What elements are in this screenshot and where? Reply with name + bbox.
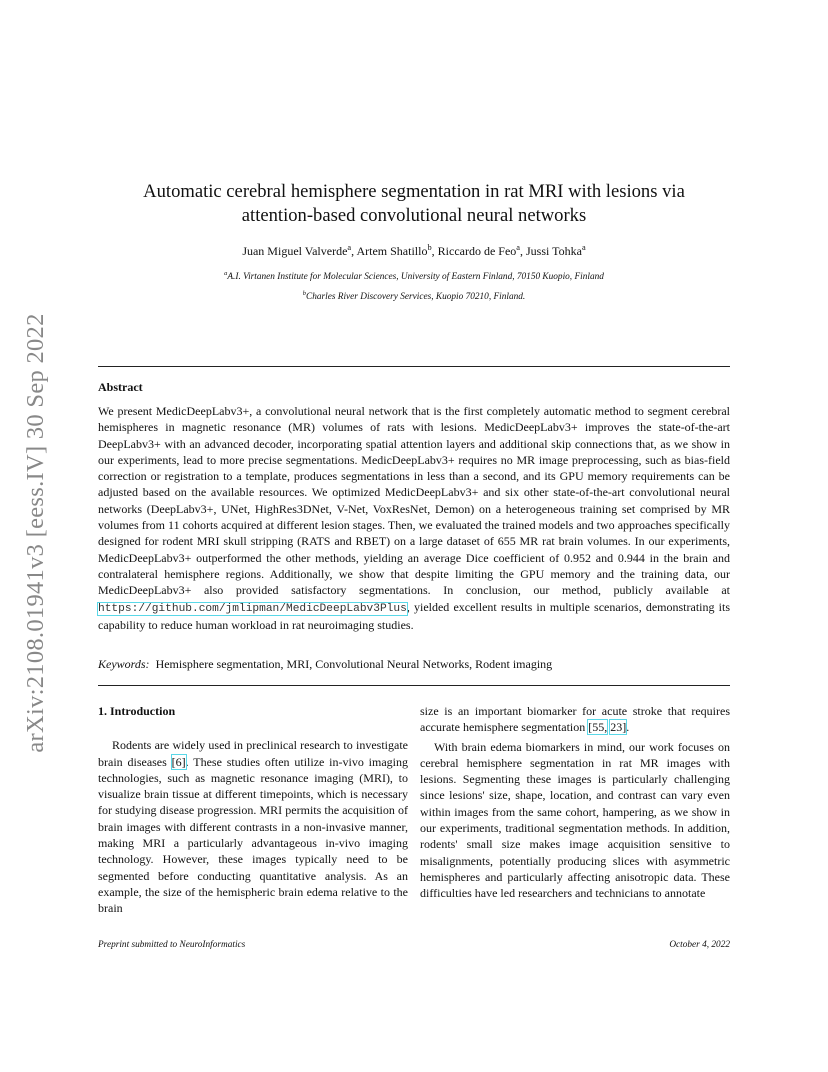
affiliation-text: A.I. Virtanen Institute for Molecular Sciences, University of Eastern Finland, 70150 Kuopio, Finland	[227, 272, 604, 282]
left-column	[98, 703, 408, 917]
author-list	[98, 244, 730, 259]
author-separator: ,	[431, 244, 438, 258]
intro-paragraph-1-continued	[420, 703, 730, 736]
author-name: Jussi Tohka	[526, 244, 582, 258]
author-affiliation-mark: a	[516, 243, 521, 252]
citation-link[interactable]: [55,	[588, 720, 608, 735]
affiliation-a	[98, 269, 730, 282]
abstract-body	[98, 403, 730, 633]
paragraph-text: size is an important biomarker for acute stroke that requires accurate hemisphere segmentation	[420, 704, 730, 735]
author-name: Juan Miguel Valverde	[242, 244, 348, 258]
arxiv-identifier	[18, 288, 54, 778]
intro-paragraph-2: With brain edema biomarkers in mind, our work focuses on cerebral hemisphere segmentation in rat MR images with lesions. Segmenting these images is particularly challenging since lesions' size, shape, location, and contrast can vary even within images from the same cohort, hampering, as we show in our experiments, traditional segmentation methods. In addition, rodents' small size makes image acquisition sensitive to misalignments, potentially producing slices with asymmetric hemispheres and particularly affecting anisotropic data. These difficulties have led researchers and technicians to annotate	[420, 739, 730, 901]
footer-date: October 4, 2022	[669, 940, 730, 950]
abstract-bottom-rule	[98, 685, 730, 686]
paragraph-text: . These studies often utilize in-vivo imaging technologies, such as magnetic resonance imaging (MRI), to visualize brain tissue at different timepoints, which is necessary for studying disease progression. MRI permits the acquisition of brain images with different contrasts in a non-invasive manner, making MRI a particularly advantageous in-vivo imaging technology. However, these images typically need to be segmented before conducting quantitative analysis. As an example, the size of the hemispheric brain edema relative to the brain	[98, 754, 409, 916]
author-name: Artem Shatillo	[356, 244, 428, 258]
github-link[interactable]: https://github.com/jmlipman/MedicDeepLabv3Plus	[98, 602, 407, 615]
author-affiliation-mark: b	[427, 243, 432, 252]
title-line-1: Automatic cerebral hemisphere segmentation in rat MRI with lesions via	[143, 181, 685, 202]
intro-paragraph-1	[98, 737, 408, 916]
abstract-text-before-link: We present MedicDeepLabv3+, a convolutional neural network that is the first completely automatic method to segment cerebral hemispheres in magnetic resonance (MR) volumes of rats with lesions. MedicDeepLabv3+ improves the state-of-the-art DeepLabv3+ with an advanced decoder, incorporating spatial attention layers and additional skip connections that, as we show in our experiments, lead to more precise segmentations. MedicDeepLabv3+ requires no MR image preprocessing, such as bias-field correction or registration to a template, produces segmentations in less than a second, and its GPU memory requirements can be adjusted based on the available resources. We optimized MedicDeepLabv3+ and six other state-of-the-art convolutional neural networks (DeepLabv3+, UNet, HighRes3DNet, V-Net, VoxResNet, Demon) on a heterogeneous training set comprised by MR volumes from 11 cohorts acquired at different lesion stages. Then, we evaluated the trained models and two approaches specifically designed for rodent MRI skull stripping (RATS and RBET) on a large dataset of 655 MR rat brain volumes. In our experiments, MedicDeepLabv3+ outperformed the other methods, yielding an average Dice coefficient of 0.952 and 0.944 in the brain and contralateral hemisphere regions. Additionally, we show that despite limiting the GPU memory and the training data, our MedicDeepLabv3+ also provided satisfactory segmentations. In conclusion, our method, publicly available at	[98, 404, 730, 598]
paragraph-text: Rodents are widely used in preclinical research to investigate brain diseases	[98, 738, 408, 769]
author-affiliation-mark: a	[347, 243, 352, 252]
citation-link[interactable]: 23]	[610, 720, 627, 735]
arxiv-identifier-text: arXiv:2108.01941v3 [eess.IV] 30 Sep 2022	[22, 313, 49, 753]
paragraph-text: .	[626, 720, 630, 735]
keywords	[98, 657, 552, 672]
citation-link[interactable]: [6]	[171, 754, 186, 769]
abstract-heading: Abstract	[98, 380, 143, 394]
title-line-2: attention-based convolutional neural networks	[241, 205, 587, 226]
author-separator: ,	[520, 244, 527, 258]
keywords-label: Keywords:	[98, 657, 150, 671]
footer-preprint-note: Preprint submitted to NeuroInformatics	[98, 940, 246, 950]
affiliation-mark: b	[302, 289, 307, 297]
abstract-top-rule	[98, 366, 730, 367]
right-column	[420, 703, 730, 902]
affiliation-text: Charles River Discovery Services, Kuopio 70210, Finland.	[306, 292, 526, 302]
affiliation-b	[98, 289, 730, 302]
author-separator: ,	[351, 244, 357, 258]
paper-title	[98, 180, 730, 228]
affiliation-mark: a	[224, 269, 228, 277]
author-name: Riccardo de Feo	[437, 244, 517, 258]
author-affiliation-mark: a	[581, 243, 586, 252]
section-heading: 1. Introduction	[98, 704, 176, 718]
keywords-text: Hemisphere segmentation, MRI, Convolutional Neural Networks, Rodent imaging	[155, 657, 553, 671]
abstract-text-after-link: , yielded excellent results in multiple scenarios, demonstrating its capability to reduce human workload in rat neuroimaging studies.	[98, 599, 730, 632]
